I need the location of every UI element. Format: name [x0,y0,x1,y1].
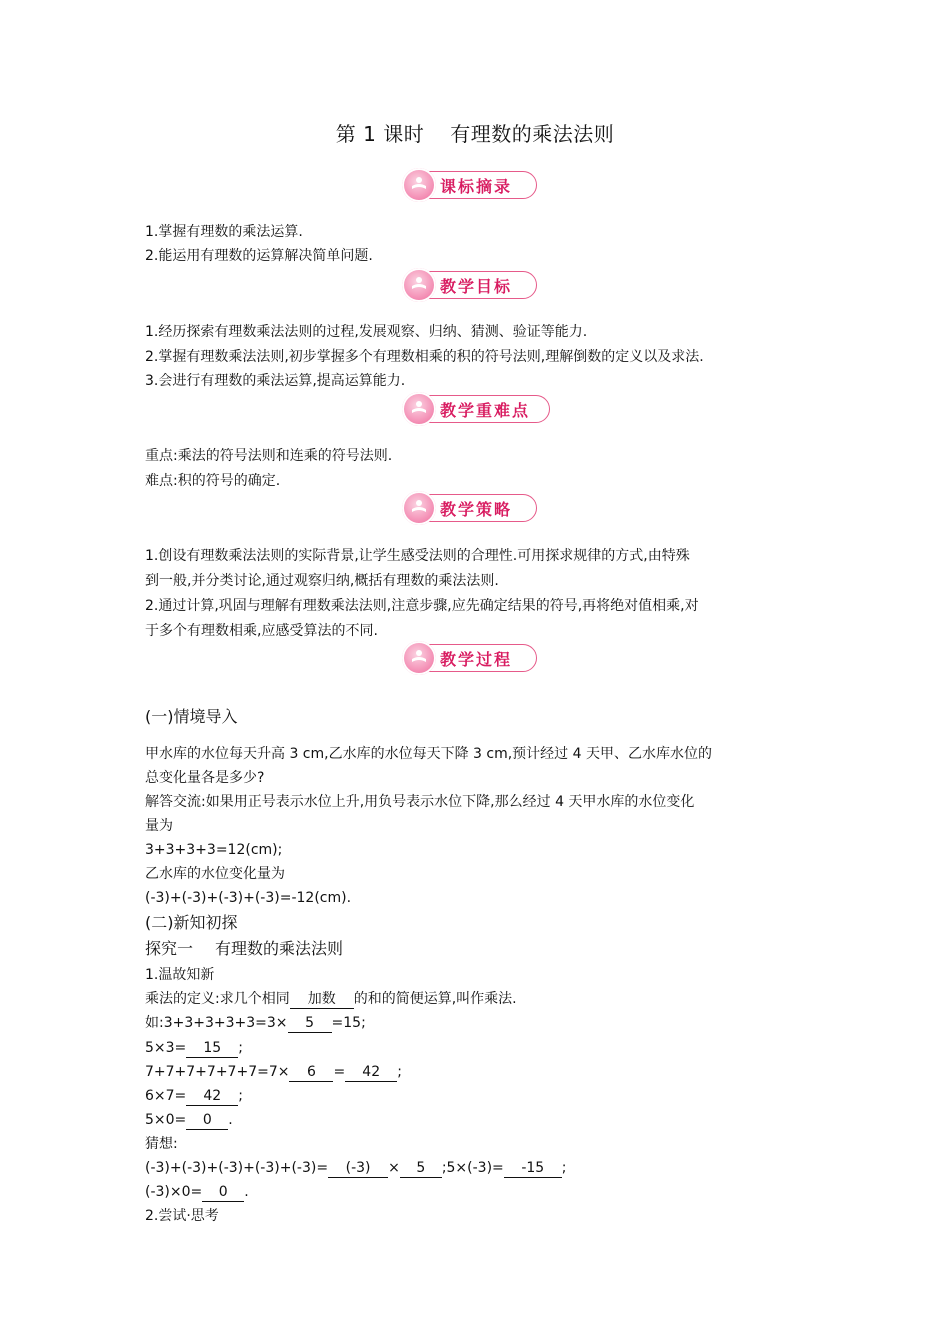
book-icon [402,491,436,525]
example-line [145,1110,233,1130]
strategy-line: 1.创设有理数乘法法则的实际背景,让学生感受法则的合理性.可用探求规律的方式,由特殊 [145,548,690,564]
definition-text: 乘法的定义:求几个相同 [145,991,290,1007]
definition-text: 的和的简便运算,叫作乘法. [353,991,517,1007]
part1-title: (一)情境导入 [145,707,238,726]
answer-blank: 5 [400,1159,442,1178]
example-line [145,1038,243,1058]
explore-prefix: 探究一 [145,939,194,958]
answer-blank: 42 [186,1087,238,1106]
answer-blank: 0 [186,1111,228,1130]
example-text: 7+7+7+7+7+7=7× [145,1064,290,1080]
banner-label: 教学策略 [440,500,513,519]
section-banner-strategy [405,494,537,522]
guess-label: 猜想: [145,1136,178,1152]
guess-text: (-3)×0= [145,1184,203,1200]
book-icon [402,268,436,302]
example-line [145,1013,366,1033]
scenario-line: 总变化量各是多少? [145,770,265,786]
section-banner-standards [405,171,537,199]
example-text: 如:3+3+3+3+3=3× [145,1015,288,1031]
example-line [145,1086,243,1106]
scenario-line: 3+3+3+3=12(cm); [145,842,283,858]
goals-item: 1.经历探索有理数乘法法则的过程,发展观察、归纳、猜测、验证等能力. [145,324,588,340]
strategy-line: 到一般,并分类讨论,通过观察归纳,概括有理数的乘法法则. [145,573,499,589]
scenario-line: 解答交流:如果用正号表示水位上升,用负号表示水位下降,那么经过 4 天甲水库的水位变化 [145,794,695,810]
scenario-line: 甲水库的水位每天升高 3 cm,乙水库的水位每天下降 3 cm,预计经过 4 天甲、乙水库水位的 [145,746,712,762]
section-banner-process [405,644,537,672]
section-banner-goals [405,271,537,299]
try-title: 2.尝试·思考 [145,1208,219,1224]
answer-blank: -15 [504,1159,562,1178]
book-icon [402,168,436,202]
definition-line [145,989,517,1009]
scenario-line: 乙水库的水位变化量为 [145,866,285,882]
standards-item: 1.掌握有理数的乘法运算. [145,224,303,240]
example-text: 5×0= [145,1112,187,1128]
scenario-line: 量为 [145,818,173,834]
answer-blank: 0 [202,1183,244,1202]
answer-blank: 5 [288,1014,332,1033]
banner-label: 课标摘录 [440,177,513,196]
book-icon [402,641,436,675]
goals-item: 2.掌握有理数乘法法则,初步掌握多个有理数相乘的积的符号法则,理解倒数的定义以及求法. [145,349,704,365]
review-title: 1.温故知新 [145,967,215,983]
keypoint-item: 难点:积的符号的确定. [145,473,281,489]
guess-text: ; [561,1160,567,1176]
answer-blank: 42 [345,1063,397,1082]
keypoint-item: 重点:乘法的符号法则和连乘的符号法则. [145,448,393,464]
explore-title: 有理数的乘法法则 [215,939,344,958]
example-text: . [228,1112,233,1128]
strategy-line: 2.通过计算,巩固与理解有理数乘法法则,注意步骤,应先确定结果的符号,再将绝对值相乘,对 [145,598,699,614]
page-title [0,118,950,147]
answer-blank: 6 [289,1063,333,1082]
example-line [145,1062,402,1082]
explore-heading [145,939,343,959]
part2-title: (二)新知初探 [145,913,238,932]
scenario-line: (-3)+(-3)+(-3)+(-3)=-12(cm). [145,890,352,906]
answer-blank: 15 [186,1039,238,1058]
example-text: 6×7= [145,1088,187,1104]
example-text: ; [238,1040,243,1056]
goals-item: 3.会进行有理数的乘法运算,提高运算能力. [145,373,406,389]
banner-label: 教学目标 [440,277,513,296]
lesson-number: 第 1 课时 [335,122,425,146]
standards-item: 2.能运用有理数的运算解决简单问题. [145,248,373,264]
example-text: =15; [331,1015,366,1031]
banner-label: 教学重难点 [440,401,531,420]
example-text: ; [238,1088,243,1104]
strategy-line: 于多个有理数相乘,应感受算法的不同. [145,623,378,639]
example-text: = [333,1064,346,1080]
example-text: 5×3= [145,1040,187,1056]
guess-text: × [388,1160,400,1176]
answer-blank: 加数 [290,990,354,1009]
book-icon [402,392,436,426]
banner-label: 教学过程 [440,650,513,669]
lesson-topic: 有理数的乘法法则 [450,122,615,146]
section-banner-keypoints [405,395,550,423]
example-text: ; [397,1064,402,1080]
guess-line [145,1158,567,1178]
guess-text: ;5×(-3)= [441,1160,504,1176]
guess-line [145,1182,249,1202]
answer-blank: (-3) [328,1159,388,1178]
guess-text: . [244,1184,249,1200]
guess-text: (-3)+(-3)+(-3)+(-3)+(-3)= [145,1160,329,1176]
